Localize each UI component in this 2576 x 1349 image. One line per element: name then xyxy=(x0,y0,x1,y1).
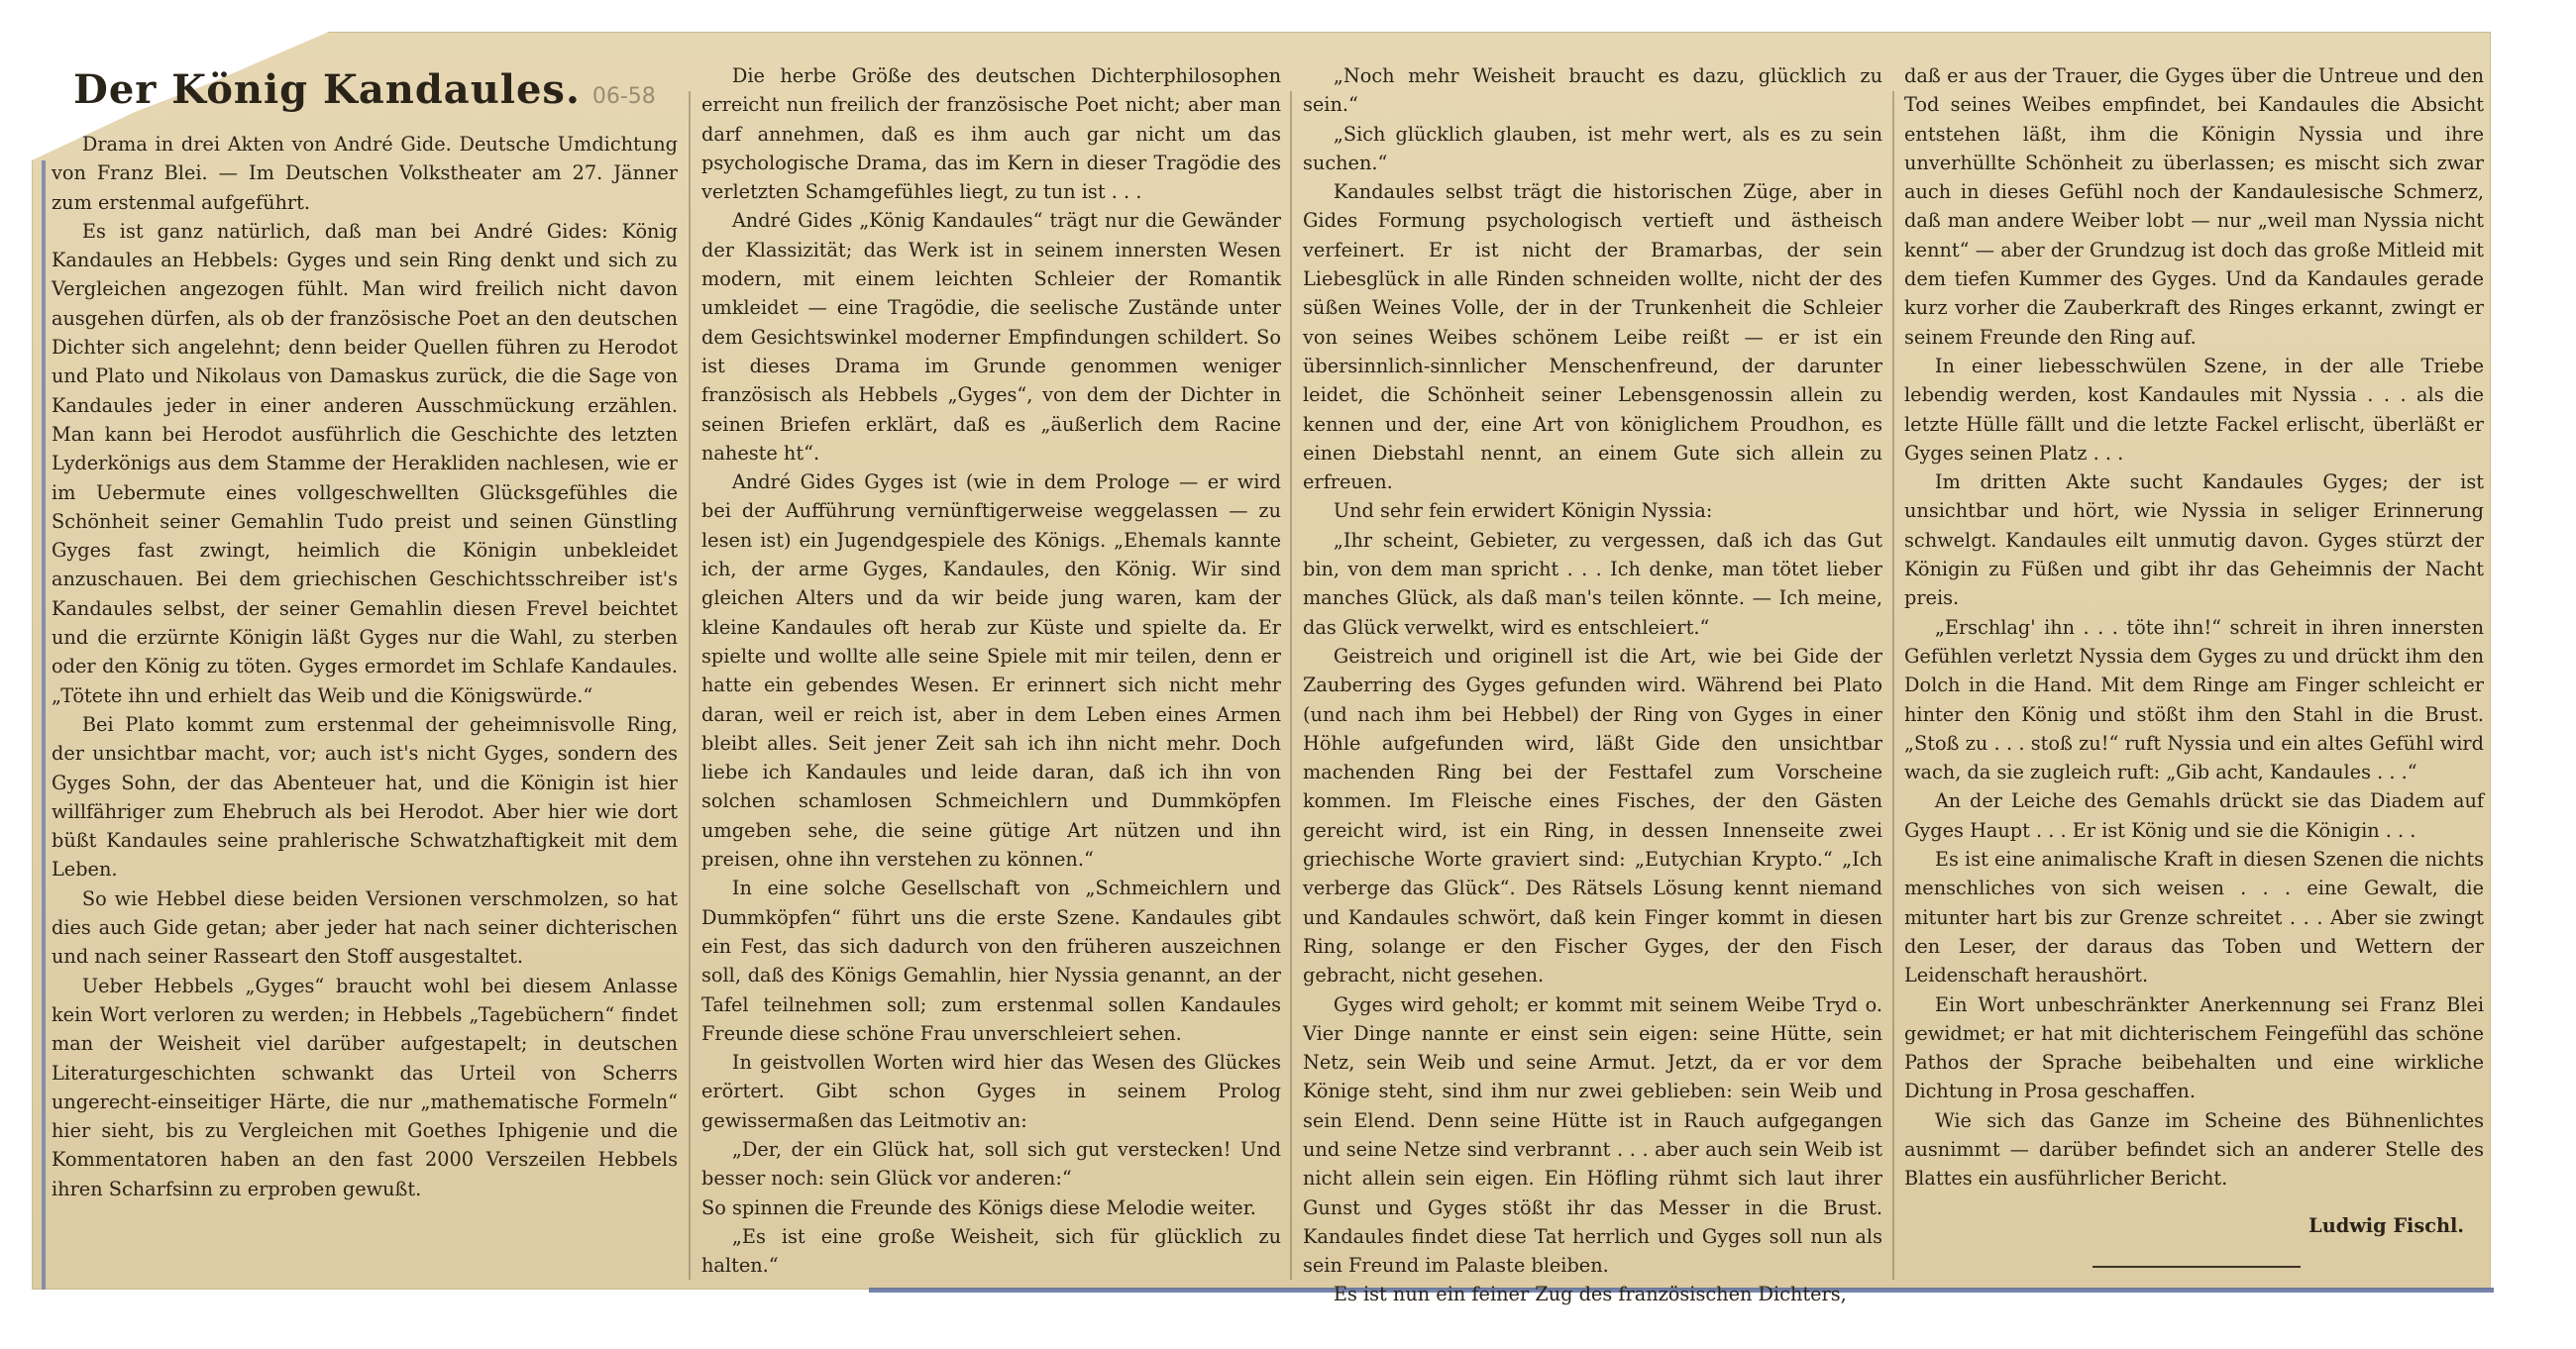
lead-paragraph: Drama in drei Akten von André Gide. Deutsche Umdichtung von Franz Blei. — Im Deutschen Volkstheater am 27. Jänner zum erstenmal aufgeführt. xyxy=(52,133,678,214)
paragraph: „Es ist eine große Weisheit, sich für glücklich zu halten.“ xyxy=(701,1224,1281,1278)
blue-margin-line xyxy=(42,160,46,1290)
paragraph: „Der, der ein Glück hat, soll sich gut verstecken! Und besser noch: sein Glück vor anderen:“ xyxy=(701,1137,1281,1191)
paragraph: André Gides „König Kandaules“ trägt nur die Gewänder der Klassizität; das Werk ist in seinem innersten Wesen modern, mit einem leichten Schleier der Romantik umkleidet — eine Tragödie, die seelische Zustände unter dem Gesichtswinkel moderner Empfindungen schildert. So ist dieses Drama im Grunde genommen weniger französisch als Hebbels „Gyges“, von dem der Dichter in seinen Briefen erklärt, daß es „äußerlich dem Racine naheste ht“. xyxy=(701,209,1281,465)
paragraph: daß er aus der Trauer, die Gyges über die Untreue und den Tod seines Weibes empfindet, bei Kandaules die Absicht entstehen läßt, ihm die Königin Nyssia und ihre unverhüllte Schönheit zu überlassen; es mischt sich zwar auch in dieses Gefühl noch der Kandaulesische Schmerz, daß man andere Weiber lobt — nur „weil man Nyssia nicht kennt“ — aber der Grundzug ist doch das große Mitleid mit dem tiefen Kummer des Gyges. Und da Kandaules gerade kurz vorher die Zauberkraft des Ringes erkannt, zwingt er seinem Freunde den Ring auf. xyxy=(1904,64,2484,349)
end-rule xyxy=(2093,1266,2301,1268)
paragraph: So spinnen die Freunde des Königs diese Melodie weiter. xyxy=(701,1195,1256,1219)
paragraph: „Ihr scheint, Gebieter, zu vergessen, daß ich das Gut bin, von dem man spricht . . . Ich denke, man tötet lieber manches Glück, als daß man's teilen könnte. — Ich meine, das Glück verwelkt, wird es entschleiert.“ xyxy=(1303,528,1882,639)
paragraph: Und sehr fein erwidert Königin Nyssia: xyxy=(1333,499,1713,523)
paragraph: In eine solche Gesellschaft von „Schmeichlern und Dummköpfen“ führt uns die erste Szene. Kandaules gibt ein Fest, das sich dadurch von den früheren auszeichnen soll, daß des Königs Gemahlin, hier Nyssia genannt, an der Tafel teilnehmen soll; zum erstenmal sollen Kandaules Freunde diese schöne Frau unverschleiert sehen. xyxy=(701,877,1281,1045)
column-4 xyxy=(1904,61,2484,1260)
paragraph: Geistreich und originell ist die Art, wie bei Gide der Zauberring des Gyges gefunden wird. Während bei Plato (und nach ihm bei Hebbel) der Ring von Gyges in einer Höhle aufgefunden wird, läßt Gide den unsichtbar machenden Ring bei der Festtafel zum Vorscheine kommen. Im Fleische eines Fisches, der den Gästen gereicht wird, ist ein Ring, in dessen Innenseite zwei griechische Worte graviert sind: „Eutychian Krypto.“ „Ich verberge das Glück“. Des Rätsels Lösung kennt niemand und Kandaules schwört, daß kein Finger kommt in diesen Ring, solange er den Fischer Gyges, der den Fisch gebracht, nicht gesehen. xyxy=(1303,644,1882,987)
paragraph: Ein Wort unbeschränkter Anerkennung sei Franz Blei gewidmet; er hat mit dichterischem Feingefühl das schöne Pathos der Sprache beibehalten und eine wirkliche Dichtung in Prosa geschaffen. xyxy=(1904,992,2484,1103)
column-1 xyxy=(52,61,678,1260)
column-2 xyxy=(701,61,1281,1278)
headline-text: Der König Kandaules. xyxy=(73,66,581,113)
author-signature: Ludwig Fischl. xyxy=(2308,1213,2464,1237)
column-rule xyxy=(1290,91,1292,1280)
column-3 xyxy=(1303,61,1882,1306)
paragraph: Kandaules selbst trägt die historischen Züge, aber in Gides Formung psychologisch vertieft und ästheisch verfeinert. Er ist nicht der Bramarbas, der sein Liebesglück in alle Rinden schneiden wollte, nicht der des süßen Weines Volle, der in der Trunkenheit die Schleier von seines Weibes schönem Leibe reißt — er ist ein übersinnlich-sinnlicher Menschenfreund, der darunter leidet, die Schönheit seiner Lebensgenossin allein zu kennen und der, eine Art von königlichem Proudhon, es einen Diebstahl nennt, an einem Gute sich allein zu erfreuen. xyxy=(1303,180,1882,494)
paragraph: So wie Hebbel diese beiden Versionen verschmolzen, so hat dies auch Gide getan; aber jeder hat nach seiner dichterischen und nach seiner Rasseart den Stoff ausgestaltet. xyxy=(52,886,678,969)
headline xyxy=(52,65,678,122)
paragraph: Es ist nun ein feiner Zug des französischen Dichters, xyxy=(1333,1283,1847,1306)
paragraph: „Sich glücklich glauben, ist mehr wert, als es zu sein suchen.“ xyxy=(1303,122,1882,174)
newspaper-clipping xyxy=(32,32,2491,1306)
paragraph: Wie sich das Ganze im Scheine des Bühnenlichtes ausnimmt — darüber befindet sich an anderer Stelle des Blattes ein ausführlicher Bericht. xyxy=(1904,1108,2484,1191)
paragraph: „Noch mehr Weisheit braucht es dazu, glücklich zu sein.“ xyxy=(1303,64,1882,117)
paragraph: Im dritten Akte sucht Kandaules Gyges; der ist unsichtbar und hört, wie Nyssia in seliger Erinnerung schwelgt. Kandaules eilt unmutig davon. Gyges stürzt der Königin zu Füßen und gibt ihr das Geheimnis der Nacht preis. xyxy=(1904,470,2484,610)
paragraph: In einer liebesschwülen Szene, in der alle Triebe lebendig werden, kost Kandaules mit Nyssia . . . als die letzte Hülle fällt und die letzte Fackel erlischt, überläßt er Gyges seinen Platz . . . xyxy=(1904,354,2484,465)
paragraph: An der Leiche des Gemahls drückt sie das Diadem auf Gyges Haupt . . . Er ist König und sie die Königin . . . xyxy=(1904,789,2484,842)
paragraph: Ueber Hebbels „Gyges“ braucht wohl bei diesem Anlasse kein Wort verloren zu werden; in Hebbels „Tagebüchern“ findet man der Weisheit viel darüber aufgestapelt; in deutschen Literaturgeschichten schwankt das Urteil von Scherrs ungerecht-einseitiger Härte, die nur „mathematische Formeln“ hier sieht, bis zu Vergleichen mit Goethes Iphigenie und die Kommentatoren haben an den fast 2000 Verszeilen Hebbels ihren Scharfsinn zu erproben gewußt. xyxy=(52,974,678,1200)
paragraph: „Erschlag' ihn . . . töte ihn!“ schreit in ihren innersten Gefühlen verletzt Nyssia dem Gyges zu und drückt ihm den Dolch in die Hand. Mit dem Ringe am Finger schleicht er hinter den König und stößt ihm den Stahl in die Brust. „Stoß zu . . . stoß zu!“ ruft Nyssia und ein altes Gefühl wird wach, da sie zugleich ruft: „Gib acht, Kandaules . . .“ xyxy=(1904,615,2484,784)
paragraph: Es ist eine animalische Kraft in diesen Szenen die nichts menschliches von sich weisen . . . eine Gewalt, die mitunter hart bis zur Grenze schreitet . . . Aber sie zwingt den Leser, der daraus das Toben und Wettern der Leidenschaft heraushört. xyxy=(1904,848,2484,987)
pencil-note: 06-58 xyxy=(591,84,656,109)
paragraph: Bei Plato kommt zum erstenmal der geheimnisvolle Ring, der unsichtbar macht, vor; auch ist's nicht Gyges, sondern des Gyges Sohn, der das Abenteuer hat, und die Königin ist hier willfähriger zum Ehebruch als bei Herodot. Aber hier wie dort büßt Kandaules seine prahlerische Schwatzhaftigkeit mit dem Leben. xyxy=(52,712,678,882)
paragraph: Gyges wird geholt; er kommt mit seinem Weibe Tryd o. Vier Dinge nannte er einst sein eigen: seine Hütte, sein Netz, sein Weib und seine Armut. Jetzt, da er vor dem Könige steht, sind ihm nur zwei geblieben: sein Weib und sein Elend. Denn seine Hütte ist in Rauch aufgegangen und seine Netze sind verbrannt . . . aber auch sein Weib ist nicht allein sein eigen. Ein Höfling rühmt sich laut ihrer Gunst und Gyges stößt ihr das Messer in die Brust. Kandaules findet diese Tat herrlich und Gyges soll nun als sein Freund im Palaste bleiben. xyxy=(1303,992,1882,1278)
column-rule xyxy=(1892,91,1894,1280)
paragraph: In geistvollen Worten wird hier das Wesen des Glückes erörtert. Gibt schon Gyges in seinem Prolog gewissermaßen das Leitmotiv an: xyxy=(701,1051,1281,1132)
paragraph: André Gides Gyges ist (wie in dem Prologe — er wird bei der Aufführung vernünftigerweise weggelassen — zu lesen ist) ein Jugendgespiele des Königs. „Ehemals kannte ich, der arme Gyges, Kandaules, den König. Wir sind gleichen Alters und da wir beide jung waren, kam der kleine Kandaules oft herab zur Küste und spielte da. Er spielte und wollte alle seine Spiele mit mir teilen, denn er hatte ein gebendes Wesen. Er erinnert sich nicht mehr daran, weil er reich ist, aber in dem Leben eines Armen bleibt alles. Seit jener Zeit sah ich ihn nicht mehr. Doch liebe ich Kandaules und leide daran, daß ich ihn von solchen schamlosen Schmeichlern und Dummköpfen umgeben sehe, die seine gütige Art nützen und ihn preisen, ohne ihn verstehen zu können.“ xyxy=(701,470,1281,872)
column-rule xyxy=(689,91,691,1280)
paragraph: Es ist ganz natürlich, daß man bei André Gides: König Kandaules an Hebbels: Gyges und sein Ring denkt und sich zu Vergleichen angezogen fühlt. Man wird freilich nicht davon ausgehen dürfen, als ob der französische Poet an den deutschen Dichter sich angelehnt; denn beider Quellen führen zu Herodot und Plato und Nikolaus von Damaskus zurück, die die Sage von Kandaules jeder in einer anderen Ausschmückung erzählen. Man kann bei Herodot ausführlich die Geschichte des letzten Lyderkönigs aus dem Stamme der Herakliden nachlesen, wie er im Uebermute eines vollgeschwellten Glücksgefühles die Schönheit seiner Gemahlin Tudo preist und seinen Günstling Gyges fast zwingt, heimlich die Königin unbekleidet anzuschauen. Bei dem griechischen Geschichtsschreiber ist's Kandaules selbst, der seiner Gemahlin diesen Frevel beichtet und die erzürnte Königin läßt Gyges nur die Wahl, zu sterben oder den König zu töten. Gyges ermordet im Schlafe Kandaules. „Tötete ihn und erhielt das Weib und die Königswürde.“ xyxy=(52,219,678,707)
paragraph: Die herbe Größe des deutschen Dichterphilosophen erreicht nun freilich der französische Poet nicht; aber man darf annehmen, daß es ihm auch gar nicht um das psychologische Drama, das im Kern in dieser Tragödie des verletzten Schamgefühles liegt, zu tun ist . . . xyxy=(701,64,1281,204)
